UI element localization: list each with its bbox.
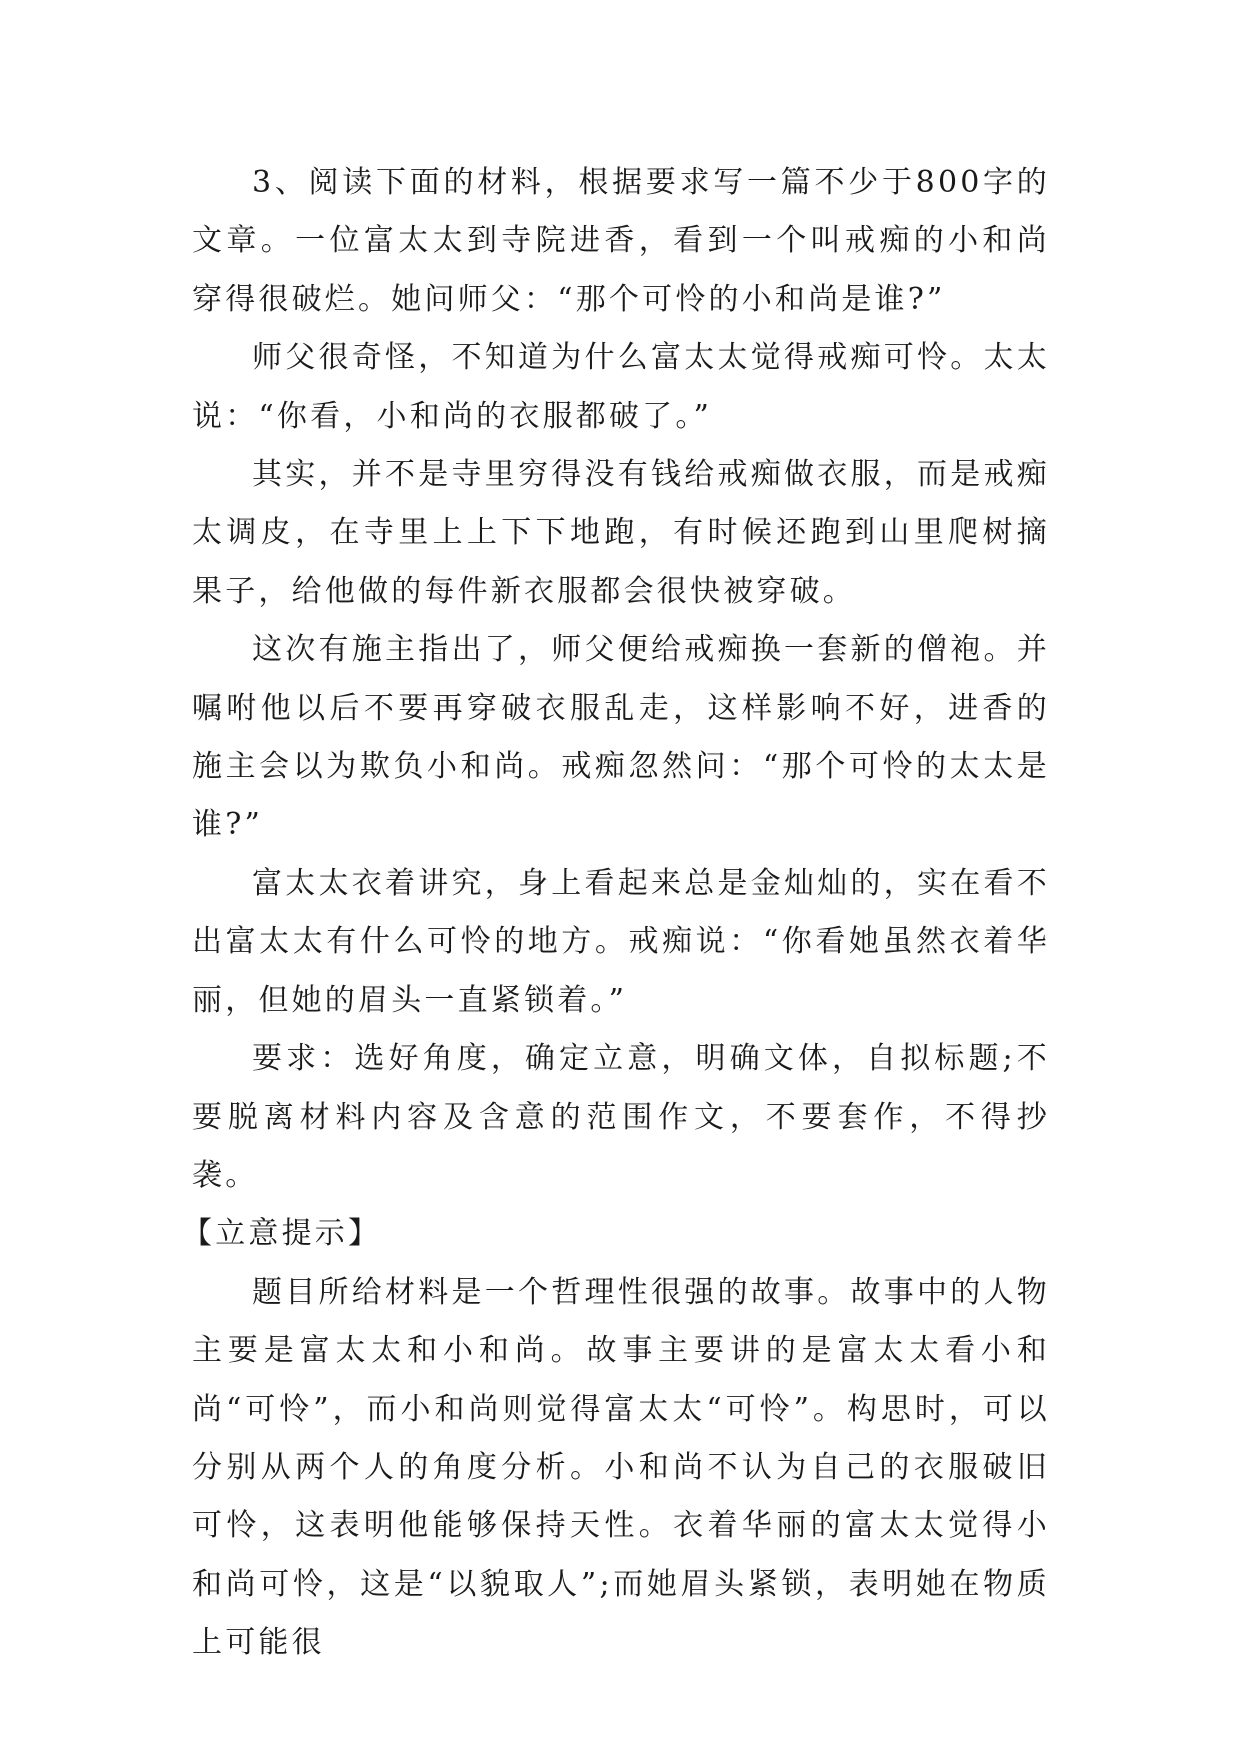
story-paragraph: 师父很奇怪，不知道为什么富太太觉得戒痴可怜。太太说：“你看，小和尚的衣服都破了。” xyxy=(192,340,1050,434)
hint-paragraph: 题目所给材料是一个哲理性很强的故事。故事中的人物主要是富太太和小和尚。故事主要讲的是富太太看小和尚“可怜”，而小和尚则觉得富太太“可怜”。构思时，可以分别从两个人的角度分析。小和尚不认为自己的衣服破旧可怜，这表明他能够保持天性。衣着华丽的富太太觉得小和尚可怜，这是“以貌取人”;而她眉头紧锁，表明她在物质上可能很 xyxy=(192,1274,1050,1661)
story-paragraph: 其实，并不是寺里穷得没有钱给戒痴做衣服，而是戒痴太调皮，在寺里上上下下地跑，有时候还跑到山里爬树摘果子，给他做的每件新衣服都会很快被穿破。 xyxy=(192,457,1050,609)
requirements-paragraph: 要求：选好角度，确定立意，明确文体，自拟标题;不要脱离材料内容及含意的范围作文，不要套作，不得抄袭。 xyxy=(192,1041,1050,1193)
question-paragraph: 3、阅读下面的材料，根据要求写一篇不少于800字的文章。一位富太太到寺院进香，看到一个叫戒痴的小和尚穿得很破烂。她问师父：“那个可怜的小和尚是谁?” xyxy=(192,165,1050,317)
story-paragraph: 富太太衣着讲究，身上看起来总是金灿灿的，实在看不出富太太有什么可怜的地方。戒痴说：“你看她虽然衣着华丽，但她的眉头一直紧锁着。” xyxy=(192,865,1050,1018)
story-paragraph: 这次有施主指出了，师父便给戒痴换一套新的僧袍。并嘱咐他以后不要再穿破衣服乱走，这样影响不好，进香的施主会以为欺负小和尚。戒痴忽然问：“那个可怜的太太是谁?” xyxy=(192,632,1050,843)
section-heading: 【立意提示】 xyxy=(182,1216,382,1252)
document-body xyxy=(182,154,1050,1673)
